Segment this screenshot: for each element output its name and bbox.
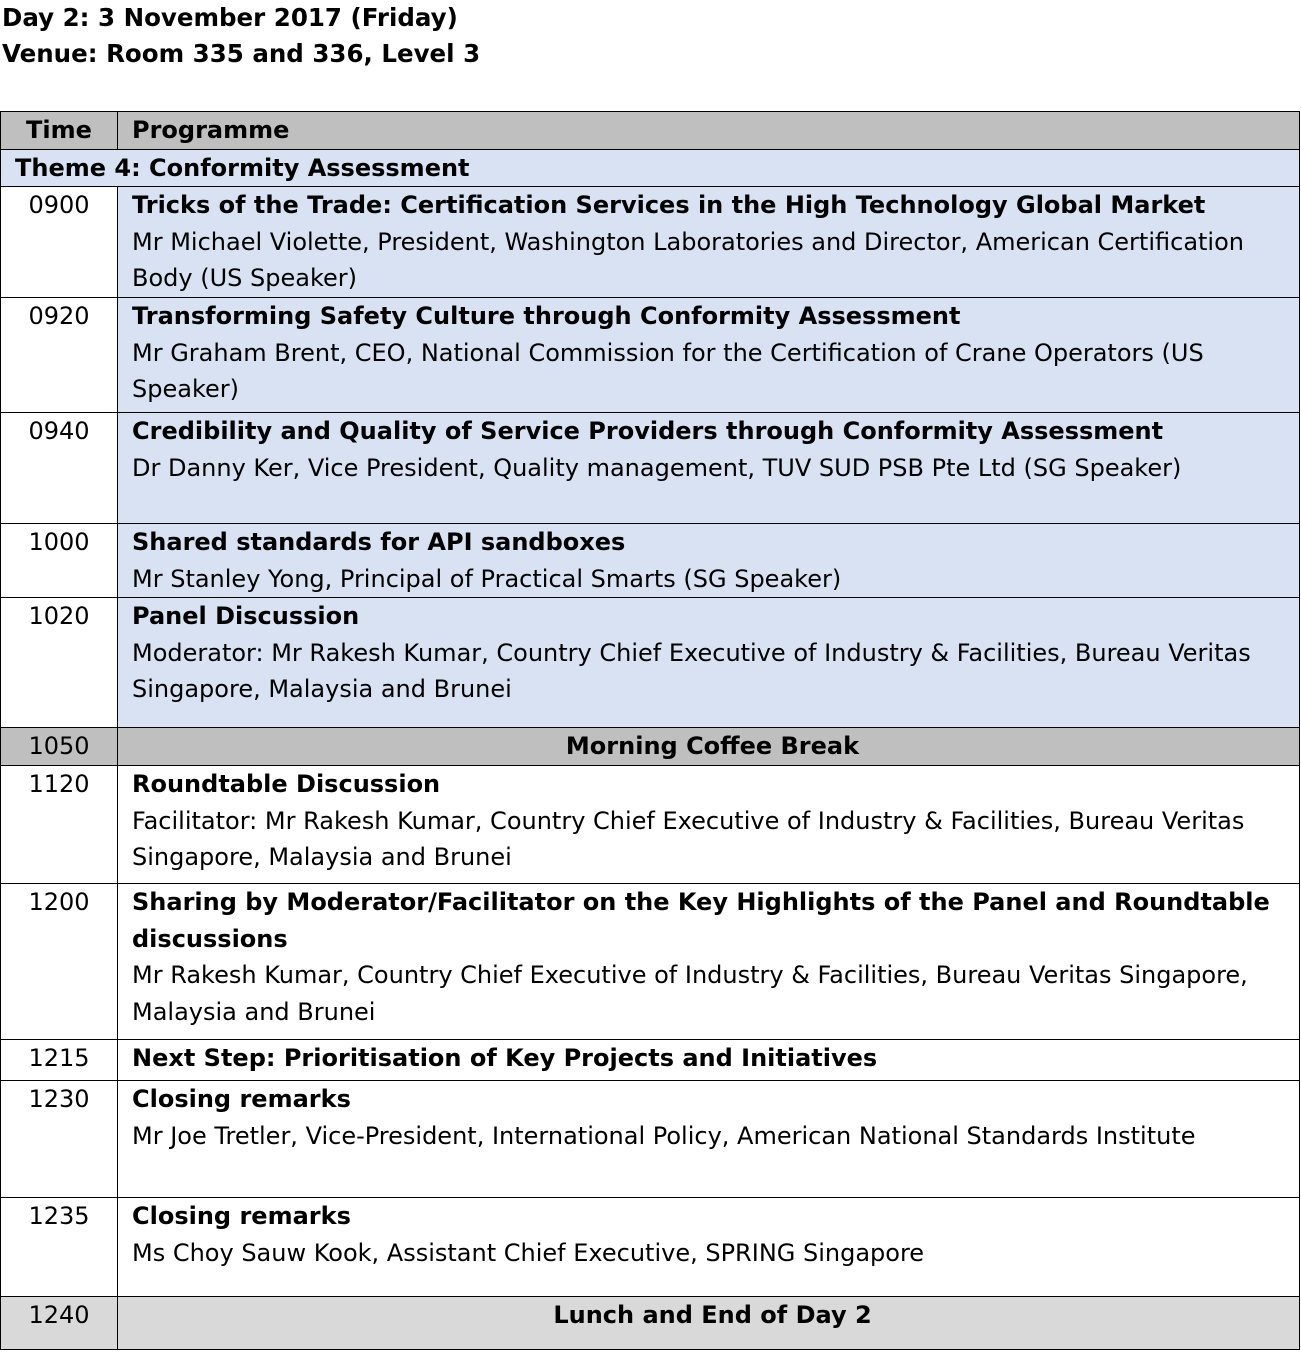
table-row [1, 524, 1300, 598]
table-row [1, 187, 1300, 298]
session-title: Closing remarks [132, 1085, 351, 1113]
venue-heading: Venue: Room 335 and 336, Level 3 [2, 39, 481, 68]
session-speaker: Dr Danny Ker, Vice President, Quality management, TUV SUD PSB Pte Ltd (SG Speaker) [132, 453, 1182, 482]
table-row [1, 1040, 1300, 1081]
session-cell [118, 884, 1300, 1040]
programme-table [0, 111, 1300, 1350]
session-title: Roundtable Discussion [132, 770, 441, 798]
session-time: 1120 [1, 766, 118, 884]
session-time: 1000 [1, 524, 118, 598]
session-time: 1230 [1, 1081, 118, 1198]
programme-column-header: Programme [118, 112, 1300, 150]
table-row [1, 413, 1300, 524]
session-time: 0940 [1, 413, 118, 524]
break-time: 1240 [1, 1297, 118, 1350]
session-cell [118, 298, 1300, 413]
session-speaker: Mr Rakesh Kumar, Country Chief Executive of Industry & Facilities, Bureau Veritas Singapore, Malaysia and Brunei [132, 961, 1248, 1026]
session-speaker: Mr Michael Violette, President, Washington Laboratories and Director, American Certification Body (US Speaker) [132, 227, 1244, 292]
session-time: 0900 [1, 187, 118, 298]
session-title: Transforming Safety Culture through Conformity Assessment [132, 302, 961, 330]
break-cell [118, 1297, 1300, 1350]
session-title: Closing remarks [132, 1202, 351, 1230]
session-speaker: Ms Choy Sauw Kook, Assistant Chief Executive, SPRING Singapore [132, 1238, 925, 1267]
session-title: Credibility and Quality of Service Providers through Conformity Assessment [132, 417, 1164, 445]
break-cell [118, 728, 1300, 766]
table-row [1, 1081, 1300, 1198]
session-title: Sharing by Moderator/Facilitator on the Key Highlights of the Panel and Roundtable discussions [132, 888, 1270, 953]
table-row [1, 598, 1300, 728]
session-title: Tricks of the Trade: Certification Services in the High Technology Global Market [132, 191, 1206, 219]
session-title: Panel Discussion [132, 602, 360, 630]
session-speaker: Mr Stanley Yong, Principal of Practical Smarts (SG Speaker) [132, 564, 842, 593]
table-row [1, 1198, 1300, 1297]
session-speaker: Mr Joe Tretler, Vice-President, International Policy, American National Standards Institute [132, 1121, 1196, 1150]
table-header-row [1, 112, 1300, 150]
session-time: 0920 [1, 298, 118, 413]
break-row [1, 728, 1300, 766]
day-heading: Day 2: 3 November 2017 (Friday) [2, 3, 458, 32]
session-time: 1200 [1, 884, 118, 1040]
session-cell [118, 1081, 1300, 1198]
session-speaker: Facilitator: Mr Rakesh Kumar, Country Chief Executive of Industry & Facilities, Bureau Veritas Singapore, Malaysia and Brunei [132, 806, 1245, 871]
session-cell [118, 1040, 1300, 1081]
break-time: 1050 [1, 728, 118, 766]
session-cell [118, 187, 1300, 298]
time-column-header: Time [1, 112, 118, 150]
session-time: 1235 [1, 1198, 118, 1297]
theme-title: Theme 4: Conformity Assessment [1, 149, 1300, 187]
session-cell [118, 413, 1300, 524]
session-speaker: Mr Graham Brent, CEO, National Commission for the Certification of Crane Operators (US Speaker) [132, 338, 1204, 403]
session-cell [118, 524, 1300, 598]
break-row [1, 1297, 1300, 1350]
break-label: Lunch and End of Day 2 [553, 1301, 872, 1329]
session-speaker: Moderator: Mr Rakesh Kumar, Country Chief Executive of Industry & Facilities, Bureau Veritas Singapore, Malaysia and Brunei [132, 638, 1251, 703]
table-row [1, 766, 1300, 884]
theme-row [1, 149, 1300, 187]
table-row [1, 884, 1300, 1040]
break-label: Morning Coffee Break [565, 732, 860, 760]
session-cell [118, 766, 1300, 884]
session-time: 1020 [1, 598, 118, 728]
table-row [1, 298, 1300, 413]
session-title: Shared standards for API sandboxes [132, 528, 626, 556]
session-cell [118, 1198, 1300, 1297]
session-cell [118, 598, 1300, 728]
session-title: Next Step: Prioritisation of Key Projects and Initiatives [132, 1044, 878, 1072]
session-time: 1215 [1, 1040, 118, 1081]
